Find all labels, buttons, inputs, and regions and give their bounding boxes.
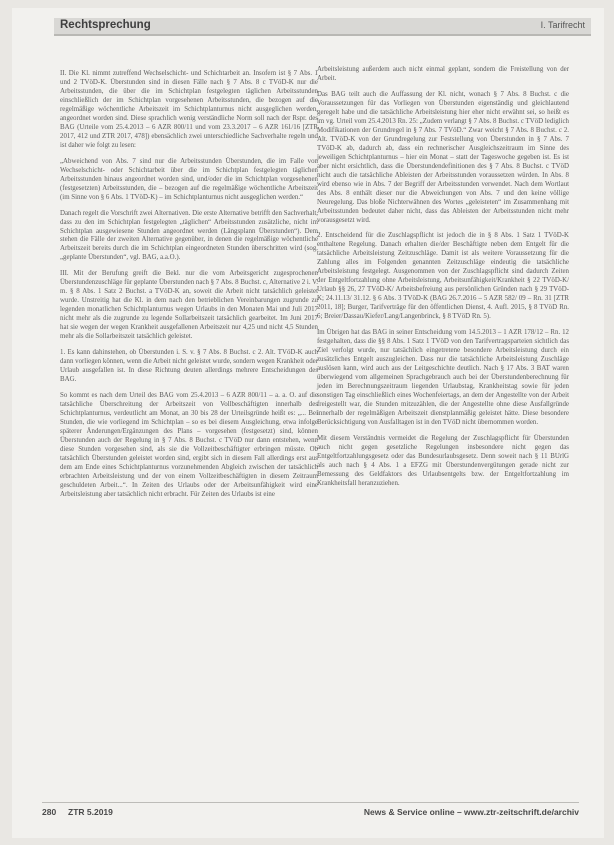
right-column (317, 66, 569, 496)
journal-issue: ZTR 5.2019 (68, 807, 113, 817)
paragraph: III. Mit der Berufung greift die Bekl. nur die vom Arbeitsgericht zugesprochenen Überstundenzuschläge für geplante Überstunden nach § 7 Abs. 8 Buchst. c, Alternative 2 i. V. m. § 8 Abs. 1 Satz 2 Buchst. a TVöD-K an, soweit die Arbeit nicht tatsächlich geleistet wurde. Unstreitig hat die Kl. in dem nach den betrieblichen Vereinbarungen zugrunde zu legenden monatlichen Schichtplanturnus wegen Urlaubs in den Monaten Mai und Juli 2017 nicht mehr als die zugrunde zu legende Sollarbeitszeit tatsächlich gearbeitet. Im Juni 2017 hat sie wegen der wegen Krankheit ausgefallenen Arbeitszeit nur 4,25 und nicht 4,5 Stunden mehr als die Sollarbeitszeit tatsächlich geleistet. (60, 270, 318, 341)
paragraph: Mit diesem Verständnis vermeidet die Regelung der Zuschlagspflicht für Überstunden auch nicht gegen gesetzliche Regelungen insbesondere nicht gegen das Entgeltfortzahlungsgesetz oder das Bundesurlaubsgesetz. Denn soweit nach § 11 BUrlG als auch nach § 4 Abs. 1 a EFZG mit Überstundenvergütungen gerade nicht zur Bemessung des Geldfaktors des Urlaubsentgelts bzw. der Entgeltfortzahlung im Krankheitsfall heranzuziehen. (317, 434, 569, 487)
paragraph: So kommt es nach dem Urteil des BAG vom 25.4.2013 – 6 AZR 800/11 – a. a. O. auf die tatsächliche Überschreitung der Arbeitszeit von Vollbeschäftigten innerhalb des Schichtplanturnus, verdeutlicht am Monat, an 30 bis 28 der Urteilsgründe heißt es: „... Bei Stunden, die wie vorliegend im Schichtplan – so es bei diesem Ausgleichung, etwa infolge späterer Änderungen/Ergänzungen des Plans – vorgesehen (festgesetzt) sind, können Überstunden auch der Regelung in § 7 Abs. 8 Buchst. c TVöD nur dann entstehen, wenn diese Stunden vorgesehen sind, als sie die Vollzeitbeschäftigter erbringen müsste. Ob tatsächlich Überstunden geleistet worden sind, ergibt sich in diesem Fall allerdings erst aus dem am Ende eines Schichtplanturnus vorzunehmenden Abgleich zwischen der tatsächlich erbrachten Arbeitsleistung und der von einem Vollzeitbeschäftigten in diesem Zeitraum geschuldeten Arbeit...“. In Zeiten des Urlaubs oder der Arbeitsunfähigkeit wird eine Arbeitsleistung aber tatsächlich nicht erbracht. Für Zeiten des Urlaubs ist eine (60, 392, 318, 498)
paragraph: 1. Es kann dahinstehen, ob Überstunden i. S. v. § 7 Abs. 8 Buchst. c 2. Alt. TVöD-K auch dann vorliegen können, wenn die Arbeit nicht geleistet wurde, sondern wegen Krankheit oder Urlaub ausgefallen ist. In diese Richtung deuten allerdings mehrere Entscheidungen des BAG. (60, 349, 318, 384)
paragraph: 2. Entscheidend für die Zuschlagspflicht ist jedoch die in § 8 Abs. 1 Satz 1 TVöD-K enthaltene Regelung. Danach erhalten die/der Beschäftigte neben dem Entgelt für die tatsächliche Arbeitsleistung Zeitzuschläge. Damit ist als weitere Voraussetzung für die Zahlung alles im Folgenden genannten Zeitzuschläge eindeutig die tatsächliche Arbeitsleistung festgelegt. Ausgenommen von der Zuschlagspflicht sind dadurch Zeiten der Entgeltfortzahlung ohne Arbeitsleistung, Arbeitsunfähigkeit/Krankheit § 22 TVöD-K/ Urlaub §§ 26, 27 TVöD-K/ Arbeitsbefreiung aus persönlichen Gründen nach § 29 TVöD-K; 24.11.13/ 31.12. § 6 Abs. 3 TVöD-K (BAG 26.7.2016 – 5 AZR 582/ 09 – Rn. 31 [ZTR 2011, 18]; Burger, Tarifverträge für den öffentlichen Dienst, 4. Aufl. 2015, § 8 TVöD Rn. 6; Breier/Dassau/Kiefer/Lang/Langenbrinck, § 8 TVöD Rn. 5). (317, 232, 569, 321)
quote-paragraph: „Abweichend von Abs. 7 sind nur die Arbeitsstunden Überstunden, die im Falle von Wechselschicht- oder Schichtarbeit über die im Schichtplan festgelegten täglichen Arbeitsstunden hinaus angeordnet worden sind, und/oder die im Schichtplan vorgesehenen (festgesetzten) Arbeitsstunden, die – bezogen auf die regelmäßige wöchentliche Arbeitszeit (im Sinne von § 6 Abs. 1 TVöD-K) – im Schichtplanturnus nicht ausgeglichen werden.“ (60, 157, 318, 201)
section-title: Rechtsprechung (60, 19, 151, 31)
running-header (54, 18, 591, 36)
archive-link[interactable]: News & Service online – www.ztr-zeitschrift.de/archiv (363, 807, 579, 817)
footer-divider (42, 802, 579, 803)
paragraph: Arbeitsleistung außerdem auch nicht einmal geplant, sondern die Freistellung von der Arbeit. (317, 66, 569, 82)
category-label: I. Tarifrecht (540, 20, 585, 30)
paragraph: II. Die Kl. nimmt zutreffend Wechselschicht- und Schichtarbeit an. Insofern ist § 7 Abs. 1 und 2 TVöD-K. Überstunden sind in diesen Fälle nach § 7 Abs. 8 c TVöD-K nur die Arbeitsstunden, die über die im Schichtplan festgelegten täglichen Arbeitsstunden einschließlich der im Schichtplan vorgesehenen Arbeitsstunden, die bezogen auf die regelmäßige wöchentliche Arbeitszeit im Schichtplanturnus nicht ausgeglichen werden, angeordnet worden sind. Diese sprachlich wenig verständliche Norm soll nach der Rspr. des BAG (Urteile vom 25.4.2013 – 6 AZR 800/11 und vom 23.3.2017 – 6 AZR 161/16 [ZTR 2017, 412 und ZTR 2017, 478]) ebensächlich zwei unterschiedliche Sachverhalte regeln und ist daher wie folgt zu lesen: (60, 70, 318, 149)
paragraph: Das BAG teilt auch die Auffassung der Kl. nicht, wonach § 7 Abs. 8 Buchst. c die Voraussetzungen für das Vorliegen von Überstunden eigenständig und gleichlautend geregelt habe und die tatsächliche Arbeitsleistung hier eher nicht erwähnt sei, so heißt es im vg. Urteil vom 25.4.2013 Rn. 25: „Zudem verlangt § 7 Abs. 8 Buchst. c TVöD lediglich Modifikationen der Grundregel in § 7 Abs. 7 TVöD.“ Zwar weicht § 7 Abs. 8 Buchst. c 2. Alt. TVöD-K von der Grundregelung zur Feststellung von Überstunden in § 7 Abs. 7 TVöD-K ab, dadurch ab, dass ein rechnerischer Ausgleichszeitraum im Sinne des jeweiligen Schichtplanturnus – hier ein Monat – statt der Tageswoche gegeben ist. Es ist aber nicht ersichtlich, dass die Überstundendefinitionen des § 7 Abs. 8 Buchst. c TVöD nicht auch die tatsächliche Ableisten der Arbeitsstunden voraussetzen würden. In Abs. 8 wird ebenso wie in Abs. 7 der Begriff der Arbeitsstunden verwendet. Nach dem Wortlaut des Abs. 8 enthält dieser nur die Abweichungen von Abs. 7 und den keine völlige Neuregelung. Das bloße Nichterwähnen des Wortes „geleisteten“ im Zusammenhang mit Arbeitsstunden bedeutet daher nicht, dass das Ableisten der Arbeitsstunden nicht mehr vorausgesetzt wird. (317, 90, 569, 224)
paragraph: Im Übrigen hat das BAG in seiner Entscheidung vom 14.5.2013 – 1 AZR 178/12 – Rn. 12 festgehalten, dass die §§ 8 Abs. 1 Satz 1 TVöD von den Tarifvertragsparteien sichtlich das Ziel verfolgt wurde, nur tatsächlich eingetretene besondere Arbeitsleistung durch ein zusätzliches Entgelt auszugleichen. Dass nur die tatsächliche Arbeitsleistung Zuschläge auslösen kann, wird auch aus der Leitgeschichte deutlich. Nach § 17 Abs. 3 BAT waren überwiegend vom allgemeinen Sprachgebrauch auch bei der Überstundenberechnung für jeden im Berechnungszeitraum liegenden Urlaubstag, Krankheitstag sowie für jeden sonstigen Tag einschließlich eines Wochenfeiertags, an dem der Angestellte von der Arbeit freigestellt war, die Stunden mitzuzählen, die der Angestellte ohne diese Ausfallgründe innerhalb der regelmäßigen Arbeitszeit dienstplanmäßig geleistet hätte. Diese besondere Berücksichtigung von Ausfalltagen ist in den TVöD nicht übernommen worden. (317, 329, 569, 426)
page-footer (42, 806, 579, 820)
page-number: 280 (42, 807, 57, 817)
paragraph: Danach regelt die Vorschrift zwei Alternativen. Die erste Alternative betrifft den Sachverhalt, dass zu den im Schichtplan festgelegten „täglichen“ Arbeitsstunden zusätzliche, nicht im Schichtplan ausgewiesene Stunden angeordnet werden (Längsplann Überstunden“). Dem stehen die Fälle der zweiten Alternative gegenüber, in denen die regelmäßige wöchentliche Arbeitszeit bereits durch die im Schichtplan eingeordneten Stunden überschritten wird (sog. „geplante Überstunden“, vgl. BAG, a.a.O.). (60, 209, 318, 262)
left-column (60, 70, 318, 507)
